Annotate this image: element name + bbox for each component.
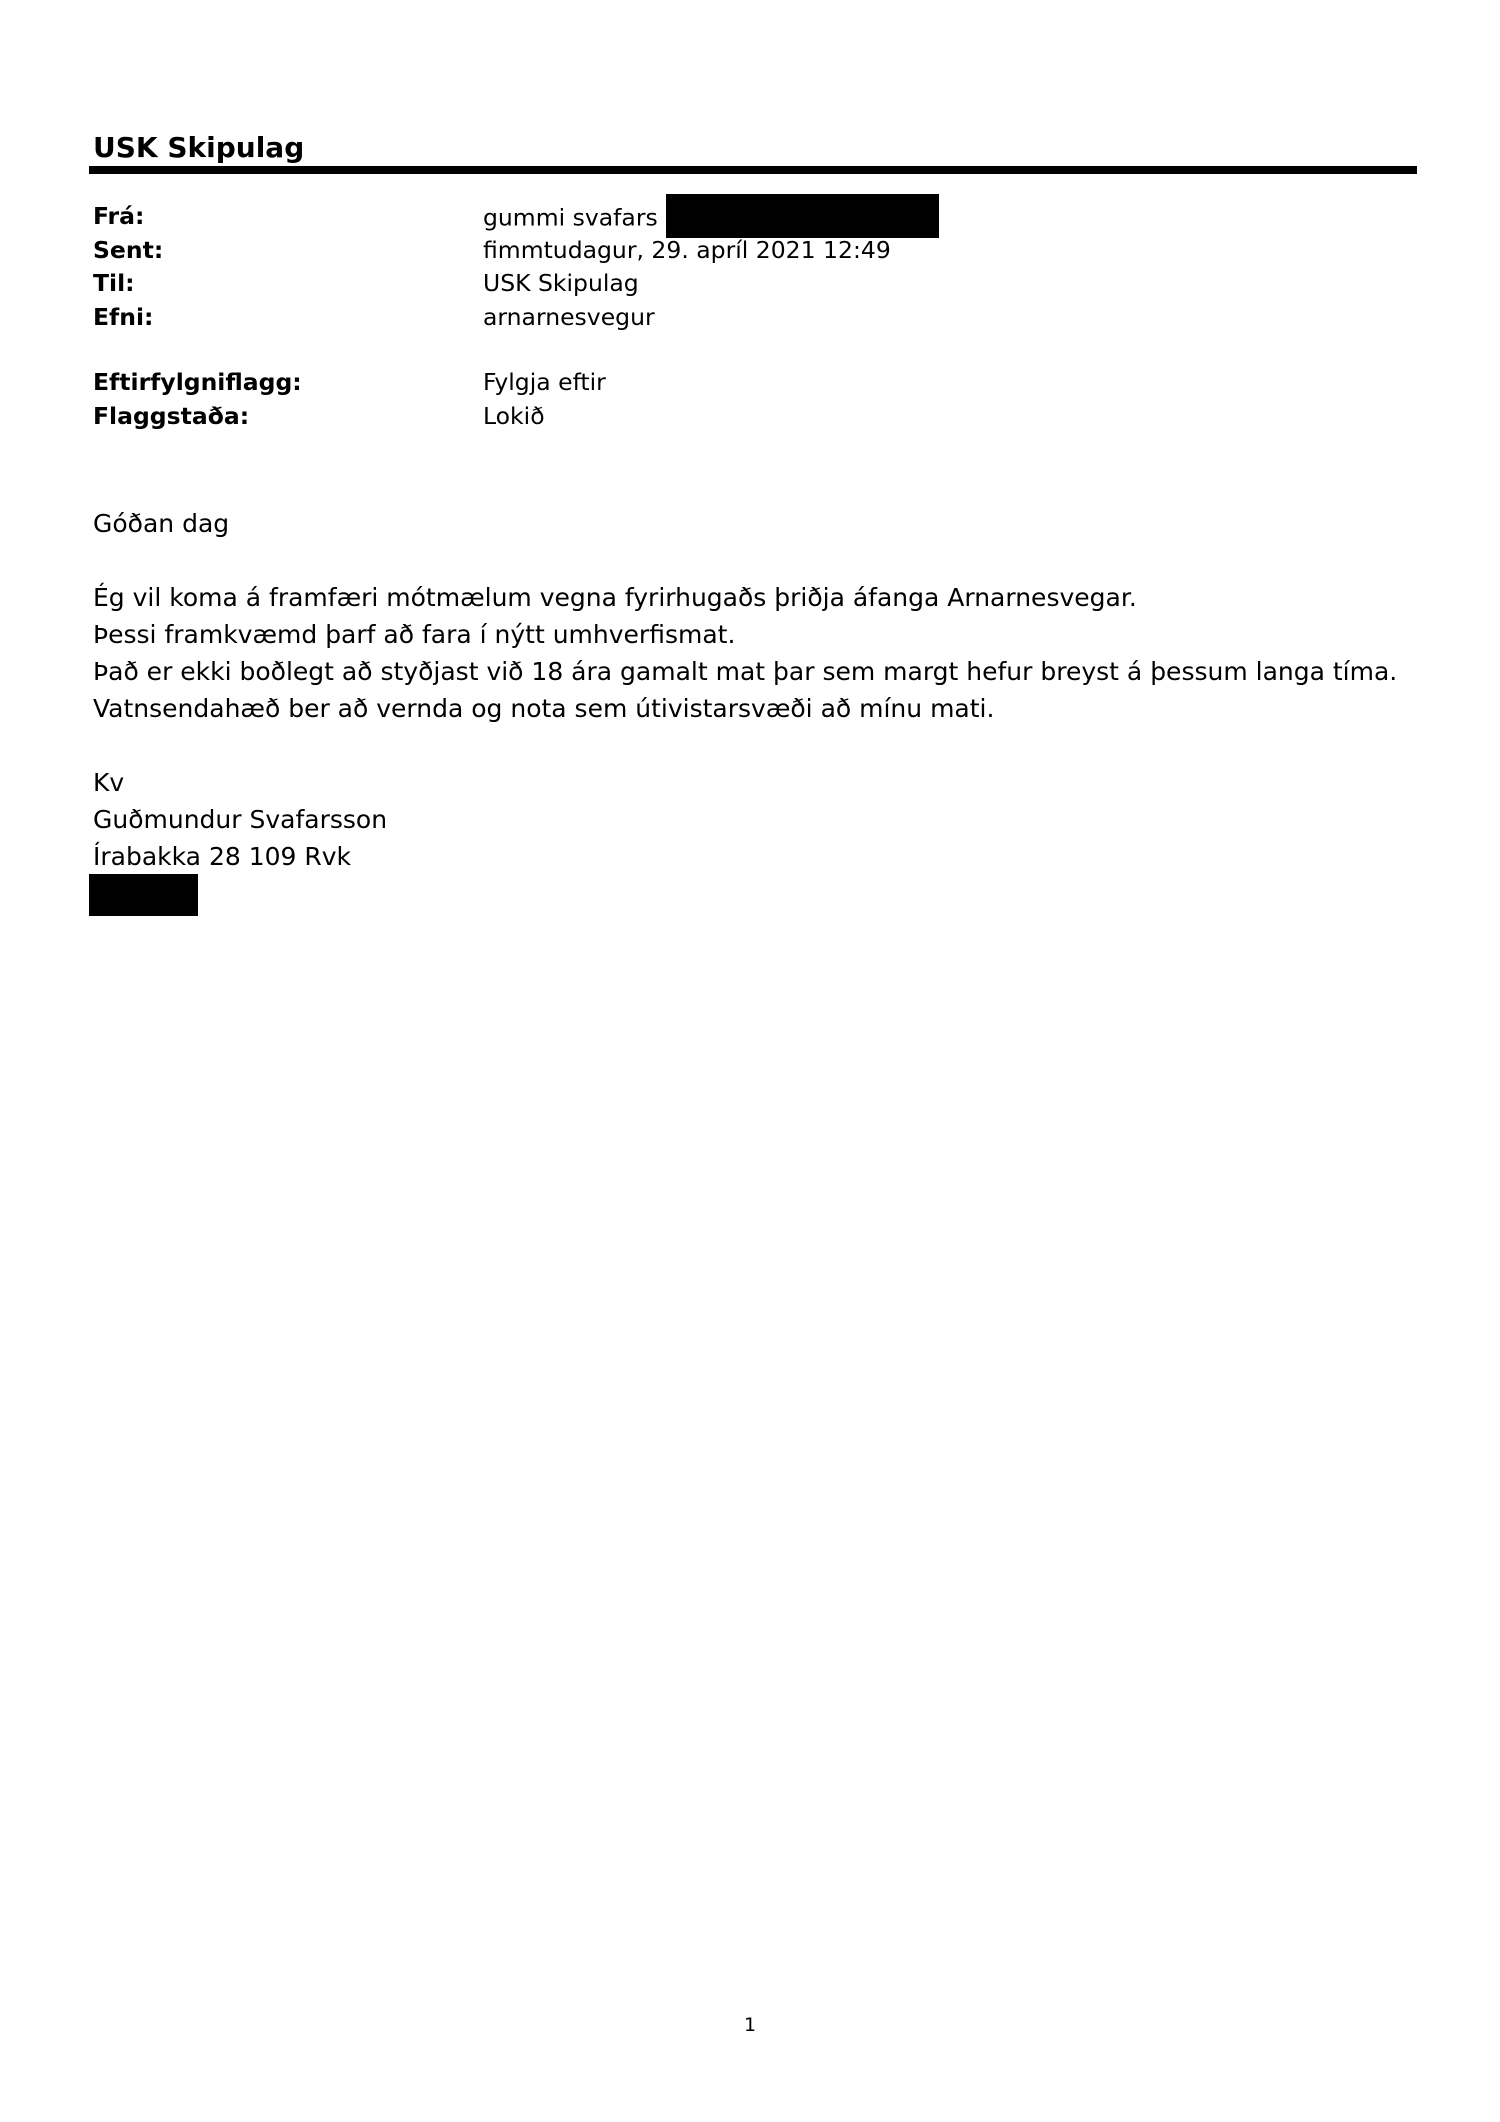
from-value-wrap xyxy=(483,200,939,238)
subject-label: Efni: xyxy=(93,302,154,331)
redacted-phone-block xyxy=(89,874,198,916)
flagstatus-row xyxy=(93,400,1393,434)
paragraph-spacer xyxy=(93,542,1423,579)
body-line-1: Ég vil koma á framfæri mótmælum vegna fyrirhugaðs þriðja áfanga Arnarnesvegar. xyxy=(93,583,1137,612)
body-line-2: Þessi framkvæmd þarf að fara í nýtt umhverfismat. xyxy=(93,620,736,649)
email-body xyxy=(93,505,1423,875)
document-title: USK Skipulag xyxy=(93,131,305,164)
body-line-4: Vatnsendahæð ber að vernda og nota sem útivistarsvæði að mínu mati. xyxy=(93,694,995,723)
body-line-3: Það er ekki boðlegt að styðjast við 18 ára gamalt mat þar sem margt hefur breyst á þessum langa tíma. xyxy=(93,657,1398,686)
sent-value: fimmtudagur, 29. apríl 2021 12:49 xyxy=(483,235,891,264)
paragraph-spacer xyxy=(93,727,1423,764)
greeting: Góðan dag xyxy=(93,509,230,538)
subject-row xyxy=(93,301,1393,335)
from-label: Frá: xyxy=(93,202,145,230)
signoff: Kv xyxy=(93,768,125,797)
title-underline xyxy=(89,166,1417,174)
to-row xyxy=(93,267,1393,301)
header-spacer xyxy=(93,334,1393,366)
followup-row xyxy=(93,366,1393,400)
sent-row xyxy=(93,234,1393,268)
page-number: 1 xyxy=(743,2014,757,2036)
followup-value: Fylgja eftir xyxy=(483,368,606,396)
flagstatus-label: Flaggstaða: xyxy=(93,401,250,430)
sender-address: Írabakka 28 109 Rvk xyxy=(93,842,352,871)
from-row xyxy=(93,200,1393,234)
to-label: Til: xyxy=(93,269,135,297)
flagstatus-value: Lokið xyxy=(483,401,545,430)
to-value: USK Skipulag xyxy=(483,269,639,297)
followup-label: Eftirfylgniflagg: xyxy=(93,368,302,396)
from-value: gummi svafars xyxy=(483,203,658,232)
redacted-email-block xyxy=(666,194,939,238)
email-header-fields xyxy=(93,200,1393,433)
sent-label: Sent: xyxy=(93,235,164,264)
subject-value: arnarnesvegur xyxy=(483,302,655,331)
sender-name: Guðmundur Svafarsson xyxy=(93,805,388,834)
